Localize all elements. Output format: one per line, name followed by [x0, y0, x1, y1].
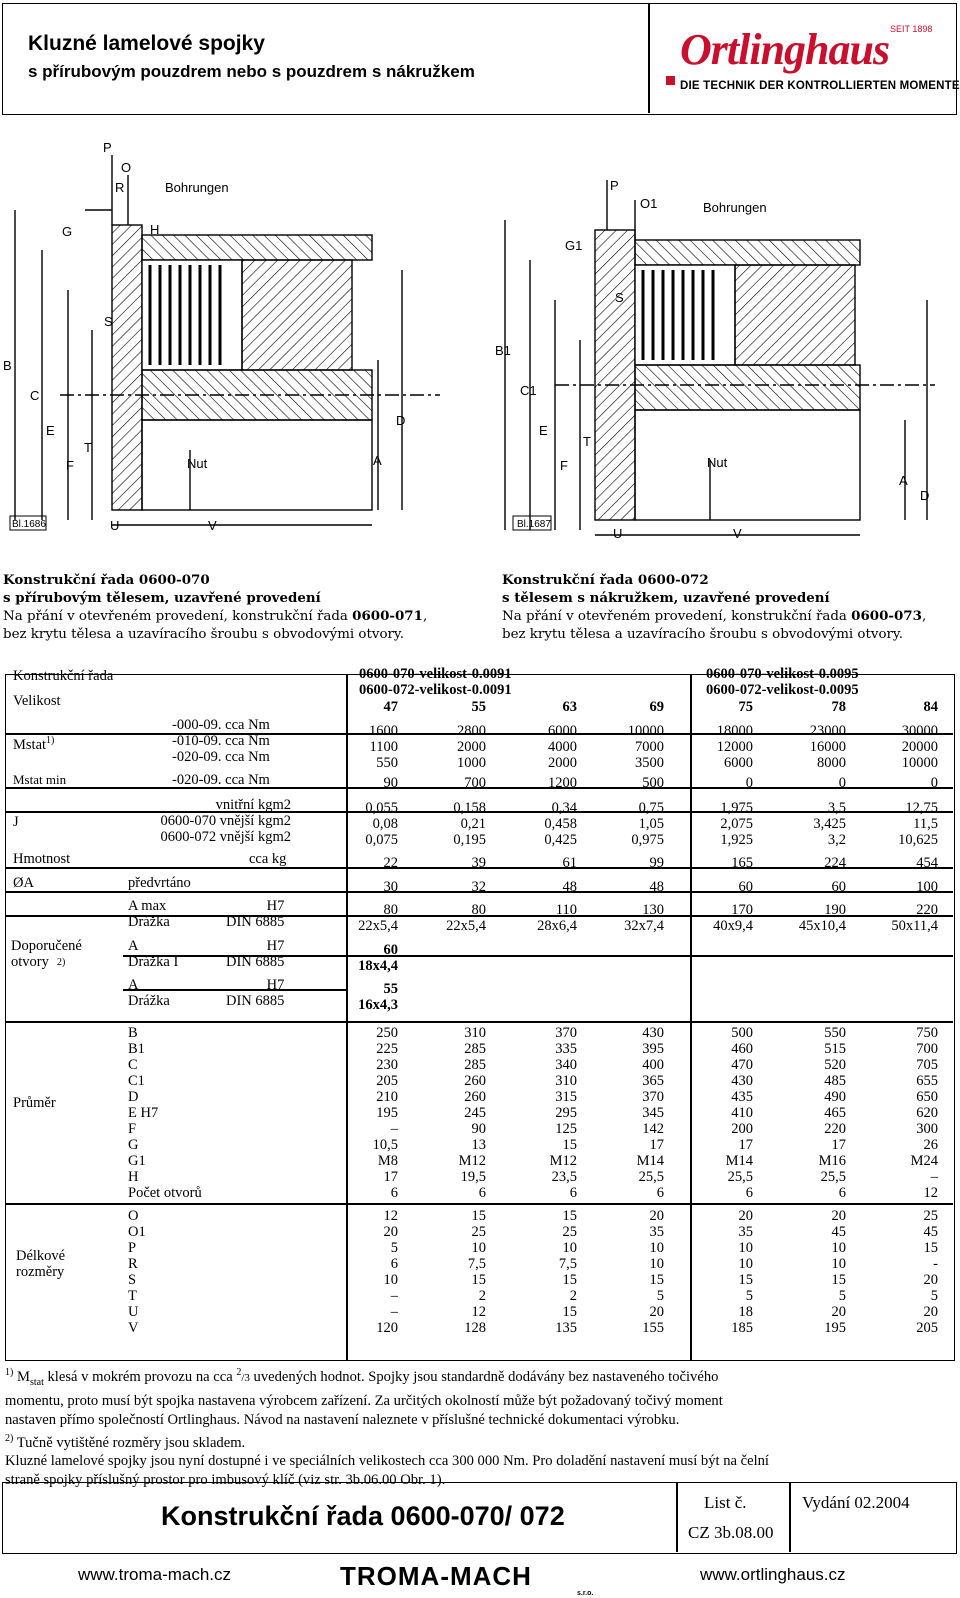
note-special-sizes-line2: straně spojky příslušný prostor pro imbusový klíč (viz str. 3b.06.00 Obr. 1).	[5, 1471, 446, 1488]
mstatmin-value: 0	[838, 775, 846, 791]
label-mstat: Mstat$^{1)}$	[13, 735, 55, 753]
predvrtano-value: 100	[916, 879, 938, 895]
label-mass: Hmotnost	[13, 851, 71, 867]
mass-value: 165	[731, 855, 753, 871]
mass-value: 22	[383, 855, 398, 871]
label-size: Velikost	[13, 693, 61, 709]
label-recommended: Doporučené otvory	[11, 938, 82, 970]
dim-label: S	[615, 290, 624, 305]
J-values: 0,158 0,21 0,195	[453, 800, 486, 848]
col-divider	[690, 675, 692, 1360]
rec1-values: 130 32x7,4	[624, 902, 664, 934]
size-value: 55	[471, 699, 486, 715]
note-special-sizes: Kluzné lamelové spojky jsou nyní dostupné i ve speciálních velikostech cca 300 000 Nm. Pro doladění nastavení musí být na čelní	[5, 1453, 769, 1469]
diameter-values: 250 225 230 205 210 195 – 10,5 M8 17 6	[372, 1025, 398, 1201]
header-divider	[648, 4, 650, 113]
ortlinghaus-logo: Ortlinghaus	[680, 25, 890, 74]
label-diameter-letters: B B1 C C1 D E H7 F G G1 H Počet otvorů	[128, 1025, 202, 1201]
footnote-1: $^{1)}$ $M_{stat}$ klesá v mokrém provozu na cca $^2$/3 uvedených hodnot. Spojky jsou standardně dodávány bez nastaveného točivého	[5, 1367, 719, 1388]
footnotes	[5, 1364, 955, 1489]
footnote-1-line3: nastaven přímo společností Ortlinghaus. Návod na nastavení naleznete v příslušné technické dokumentaci výrobku.	[5, 1411, 680, 1428]
footnote-1-line2: momentu, proto musí být spojka nastavena výrobcem zařízení. Za určitých okolností může být požadovaný točivý moment	[5, 1393, 723, 1410]
logo-square-icon	[666, 76, 675, 85]
technical-drawing-1	[0, 130, 470, 540]
label-recommended-sup: 2)	[57, 957, 66, 968]
mass-value: 454	[916, 855, 938, 871]
diameter-values: 500 460 470 430 435 410 200 17 M14 25,5 6	[725, 1025, 753, 1201]
length-values: 12 20 5 6 10 – – 120	[376, 1208, 398, 1336]
caption-note: bez krytu tělesa a uzavíracího šroubu s obvodovými otvory.	[3, 627, 404, 642]
dim-label: Nut	[187, 456, 208, 471]
mass-value: 61	[562, 855, 577, 871]
dim-label: Bohrungen	[165, 180, 229, 195]
dim-label: R	[115, 180, 125, 195]
label-rec-a2-std: H7 DIN 6885	[226, 938, 285, 970]
dim-label: V	[733, 526, 742, 541]
J-values: 1,975 2,075 1,925	[720, 800, 753, 848]
label-length-letters: O O1 P R S T U V	[128, 1208, 146, 1336]
size-value: 75	[738, 699, 753, 715]
mstatmin-value: 0	[930, 775, 938, 791]
predvrtano-value: 48	[562, 879, 577, 895]
dim-label: O	[121, 160, 132, 175]
label-length: Délkové rozměry	[16, 1248, 66, 1280]
series-group-1: 0600-070-velikost-0.0091 0600-072-velikost-0.0091	[359, 666, 512, 698]
drawing-id: Bl.1687	[517, 519, 551, 530]
mstat-values: 2800 2000 1000	[457, 723, 486, 771]
dim-label: S	[104, 314, 113, 329]
mstat-values: 6000 4000 2000	[548, 723, 577, 771]
page-title: Kluzné lamelové spojky	[28, 32, 265, 55]
dim-label: C1	[520, 383, 537, 398]
dim-label: O1	[640, 196, 658, 211]
rec3-values: 55 16x4,3	[358, 981, 398, 1013]
predvrtano-value: 60	[738, 879, 753, 895]
logo-since: SEIT 1898	[890, 24, 933, 34]
spec-table	[5, 666, 955, 1361]
dim-label: D	[920, 488, 930, 503]
mstatmin-value: 90	[383, 775, 398, 791]
mstatmin-value: 700	[464, 775, 486, 791]
troma-mach-logo: TROMA-MACH	[340, 1561, 532, 1591]
predvrtano-value: 48	[649, 879, 664, 895]
J-values: 12,75 11,5 10,625	[898, 800, 938, 848]
label-series: Konstrukční řada	[13, 668, 114, 684]
rec1-values: 80 22x5,4	[446, 902, 486, 934]
row-divider	[6, 1203, 953, 1205]
dim-label: B	[3, 358, 12, 373]
size-value: 84	[923, 699, 938, 715]
caption-type: s tělesem s nákružkem, uzavřené provedení	[502, 590, 830, 606]
dim-label: G	[62, 224, 73, 239]
footer-divider	[676, 1483, 678, 1552]
mstatmin-value: 1200	[548, 775, 577, 791]
label-mstatmin: Mstat min	[13, 772, 67, 787]
predvrtano-value: 30	[383, 879, 398, 895]
mstat-values: 30000 20000 10000	[901, 723, 938, 771]
footer-title: Konstrukční řada 0600-070/ 072	[161, 1501, 565, 1531]
mass-value: 39	[471, 855, 486, 871]
label-diameter: Průměr	[13, 1095, 56, 1111]
caption-type: s přírubovým tělesem, uzavřené provedení	[3, 590, 321, 606]
troma-mach-sro: s.r.o.	[577, 1590, 594, 1597]
predvrtano-value: 32	[471, 879, 486, 895]
length-values: 20 35 10 10 15 5 20 155	[642, 1208, 664, 1336]
length-values: 20 35 10 10 15 5 18 185	[731, 1208, 753, 1336]
length-values: 25 45 15 - 20 5 20 205	[916, 1208, 938, 1336]
dim-label: U	[613, 526, 623, 541]
label-predvrtano: předvrtáno	[128, 875, 191, 891]
dim-label: T	[84, 440, 92, 455]
sheet-label: List č.	[704, 1493, 747, 1512]
caption-left	[3, 571, 427, 644]
caption-option: Na přání v otevřeném provedení, konstrukční řada 0600-073,	[502, 608, 927, 624]
mstat-values: 1600 1100 550	[369, 723, 398, 771]
length-values: 15 25 10 7,5 15 2 12 128	[464, 1208, 486, 1336]
label-mstat-variants: -000-09. cca Nm -010-09. cca Nm -020-09. cca Nm	[172, 717, 270, 765]
size-value: 69	[649, 699, 664, 715]
J-values: 0,75 1,05 0,975	[631, 800, 664, 848]
drawing-id: Bl.1686	[12, 519, 46, 530]
rec1-values: 80 22x5,4	[358, 902, 398, 934]
row-divider	[6, 1021, 953, 1023]
label-phiA: ØA	[13, 875, 34, 891]
dim-label: U	[110, 518, 120, 533]
J-values: 0,055 0,08 0,075	[365, 800, 398, 848]
mstatmin-value: 500	[642, 775, 664, 791]
dim-label: F	[560, 458, 568, 473]
caption-series: Konstrukční řada 0600-072	[502, 572, 709, 588]
rec1-values: 170 40x9,4	[713, 902, 753, 934]
J-values: 0,34 0,458 0,425	[544, 800, 577, 848]
diameter-values: 370 335 340 310 315 295 125 15 M12 23,5 6	[549, 1025, 577, 1201]
series-group-2: 0600-070-velikost-0.0095 0600-072-velikost-0.0095	[706, 666, 859, 698]
footer-divider	[789, 1483, 791, 1552]
dim-label: G1	[565, 238, 583, 253]
row-divider	[690, 955, 953, 957]
size-value: 63	[562, 699, 577, 715]
edition: Vydání 02.2004	[802, 1493, 910, 1512]
footer-box	[2, 1482, 957, 1554]
label-rec-a3: A Drážka	[128, 977, 170, 1009]
dim-label: Nut	[707, 455, 728, 470]
dim-label: E	[539, 423, 548, 438]
diameter-values: 550 515 520 485 490 465 220 17 M16 25,5 6	[818, 1025, 846, 1201]
dim-label: V	[208, 518, 217, 533]
dim-label: Bohrungen	[703, 200, 767, 215]
label-rec-a1: A max Drážka	[128, 898, 170, 930]
diameter-values: 430 395 400 365 370 345 142 17 M14 25,5 6	[636, 1025, 664, 1201]
label-J: J	[13, 814, 19, 830]
col-divider	[346, 675, 348, 1360]
predvrtano-value: 60	[831, 879, 846, 895]
rec1-values: 220 50x11,4	[891, 902, 938, 934]
page-subtitle: s přírubovým pouzdrem nebo s pouzdrem s nákružkem	[28, 62, 475, 81]
dim-label: F	[66, 458, 74, 473]
dim-label: A	[373, 453, 382, 468]
rec1-values: 110 28x6,4	[537, 902, 577, 934]
label-rec-a1-std: H7 DIN 6885	[226, 898, 285, 930]
caption-right	[502, 571, 926, 644]
dim-label: T	[583, 434, 591, 449]
dim-label: H	[150, 222, 160, 237]
mstat-values: 10000 7000 3500	[627, 723, 664, 771]
diameter-values: 750 700 705 655 650 620 300 26 M24 – 12	[910, 1025, 938, 1201]
rec1-values: 190 45x10,4	[798, 902, 846, 934]
caption-series: Konstrukční řada 0600-070	[3, 572, 210, 588]
mstat-values: 23000 16000 8000	[809, 723, 846, 771]
dim-label: C	[30, 388, 40, 403]
caption-note: bez krytu tělesa a uzavíracího šroubu s obvodovými otvory.	[502, 627, 903, 642]
footnote-2: $^{2)}$ Tučně vytištěné rozměry jsou skladem.	[5, 1432, 246, 1451]
length-values: 20 45 10 10 15 5 20 195	[824, 1208, 846, 1336]
dim-label: P	[103, 140, 112, 155]
caption-option: Na přání v otevřeném provedení, konstrukční řada 0600-071,	[3, 608, 428, 624]
dim-label: B1	[495, 343, 511, 358]
technical-drawing-2	[495, 170, 955, 550]
logo-slogan: DIE TECHNIK DER KONTROLLIERTEN MOMENTE	[680, 80, 960, 92]
ortlinghaus-link[interactable]: www.ortlinghaus.cz	[700, 1565, 846, 1584]
mstatmin-value: 0	[745, 775, 753, 791]
dim-label: P	[610, 178, 619, 193]
rec2-values: 60 18x4,4	[358, 942, 398, 974]
label-mstatmin-variant: -020-09. cca Nm	[172, 772, 270, 788]
mass-value: 224	[824, 855, 846, 871]
sheet-number: CZ 3b.08.00	[688, 1523, 774, 1542]
mass-value: 99	[649, 855, 664, 871]
dim-label: D	[396, 413, 406, 428]
label-rec-a3-std: H7 DIN 6885	[226, 977, 285, 1009]
J-values: 3,5 3,425 3,2	[813, 800, 846, 848]
dim-label: A	[899, 473, 908, 488]
length-values: 15 25 10 7,5 15 2 15 135	[555, 1208, 577, 1336]
dim-label: E	[46, 423, 55, 438]
size-value: 78	[831, 699, 846, 715]
mstat-values: 18000 12000 6000	[716, 723, 753, 771]
label-mass-unit: cca kg	[249, 851, 287, 867]
troma-mach-link[interactable]: www.troma-mach.cz	[78, 1565, 232, 1584]
size-value: 47	[383, 699, 398, 715]
label-rec-a2: A Drážka I	[128, 938, 179, 970]
diameter-values: 310 285 285 260 260 245 90 13 M12 19,5 6	[458, 1025, 486, 1201]
label-J-variants: vnitřní kgm2 0600-070 vnější kgm2 0600-072 vnější kgm2	[160, 797, 291, 845]
